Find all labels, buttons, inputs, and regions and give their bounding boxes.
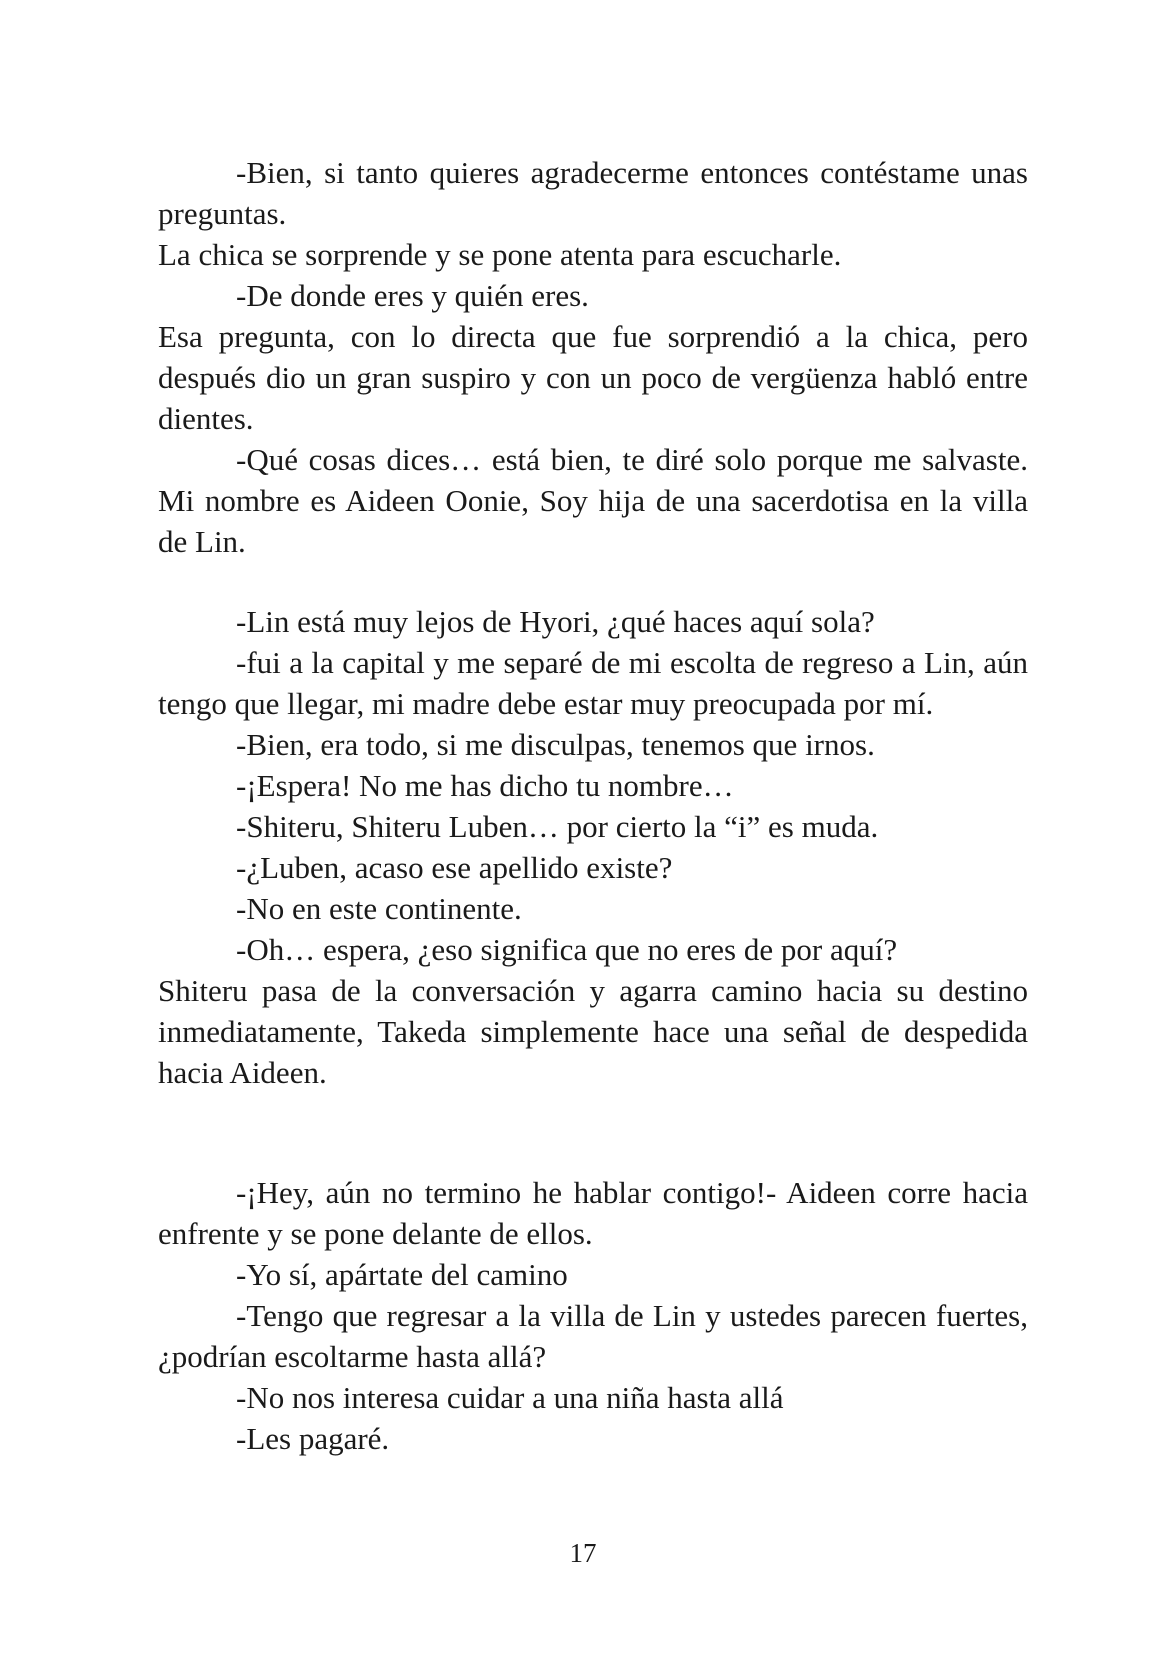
text-section-1 <box>158 152 1028 562</box>
paragraph: -Bien, si tanto quieres agradecerme entonces contéstame unas preguntas. <box>158 155 1028 231</box>
text-section-3 <box>158 1172 1028 1459</box>
page-number: 17 <box>569 1538 597 1568</box>
paragraph: -Bien, era todo, si me disculpas, tenemos que irnos. <box>236 727 875 762</box>
paragraph: -Oh… espera, ¿eso significa que no eres de por aquí? <box>236 932 898 967</box>
paragraph: La chica se sorprende y se pone atenta para escucharle. <box>158 237 842 272</box>
paragraph: -¡Espera! No me has dicho tu nombre… <box>236 768 734 803</box>
paragraph: -¿Luben, acaso ese apellido existe? <box>236 850 673 885</box>
paragraph: Esa pregunta, con lo directa que fue sorprendió a la chica, pero después dio un gran suspiro y con un poco de vergüenza habló entre dientes. <box>158 319 1028 436</box>
text-section-2 <box>158 601 1028 1093</box>
paragraph: -De donde eres y quién eres. <box>236 278 589 313</box>
paragraph: Shiteru pasa de la conversación y agarra camino hacia su destino inmediatamente, Takeda simplemente hace una señal de despedida hacia Aideen. <box>158 973 1028 1090</box>
paragraph: -Les pagaré. <box>236 1421 390 1456</box>
paragraph: -Tengo que regresar a la villa de Lin y ustedes parecen fuertes, ¿podrían escoltarme hasta allá? <box>158 1298 1028 1374</box>
paragraph: -Shiteru, Shiteru Luben… por cierto la “i” es muda. <box>236 809 879 844</box>
paragraph: -Qué cosas dices… está bien, te diré solo porque me salvaste. Mi nombre es Aideen Oonie, Soy hija de una sacerdotisa en la villa de Lin. <box>158 442 1028 559</box>
paragraph: -No en este continente. <box>236 891 522 926</box>
paragraph: -¡Hey, aún no termino he hablar contigo!- Aideen corre hacia enfrente y se pone delante de ellos. <box>158 1175 1028 1251</box>
paragraph: -Lin está muy lejos de Hyori, ¿qué haces aquí sola? <box>236 604 875 639</box>
paragraph: -Yo sí, apártate del camino <box>236 1257 568 1292</box>
paragraph: -No nos interesa cuidar a una niña hasta allá <box>236 1380 784 1415</box>
paragraph: -fui a la capital y me separé de mi escolta de regreso a Lin, aún tengo que llegar, mi madre debe estar muy preocupada por mí. <box>158 645 1028 721</box>
